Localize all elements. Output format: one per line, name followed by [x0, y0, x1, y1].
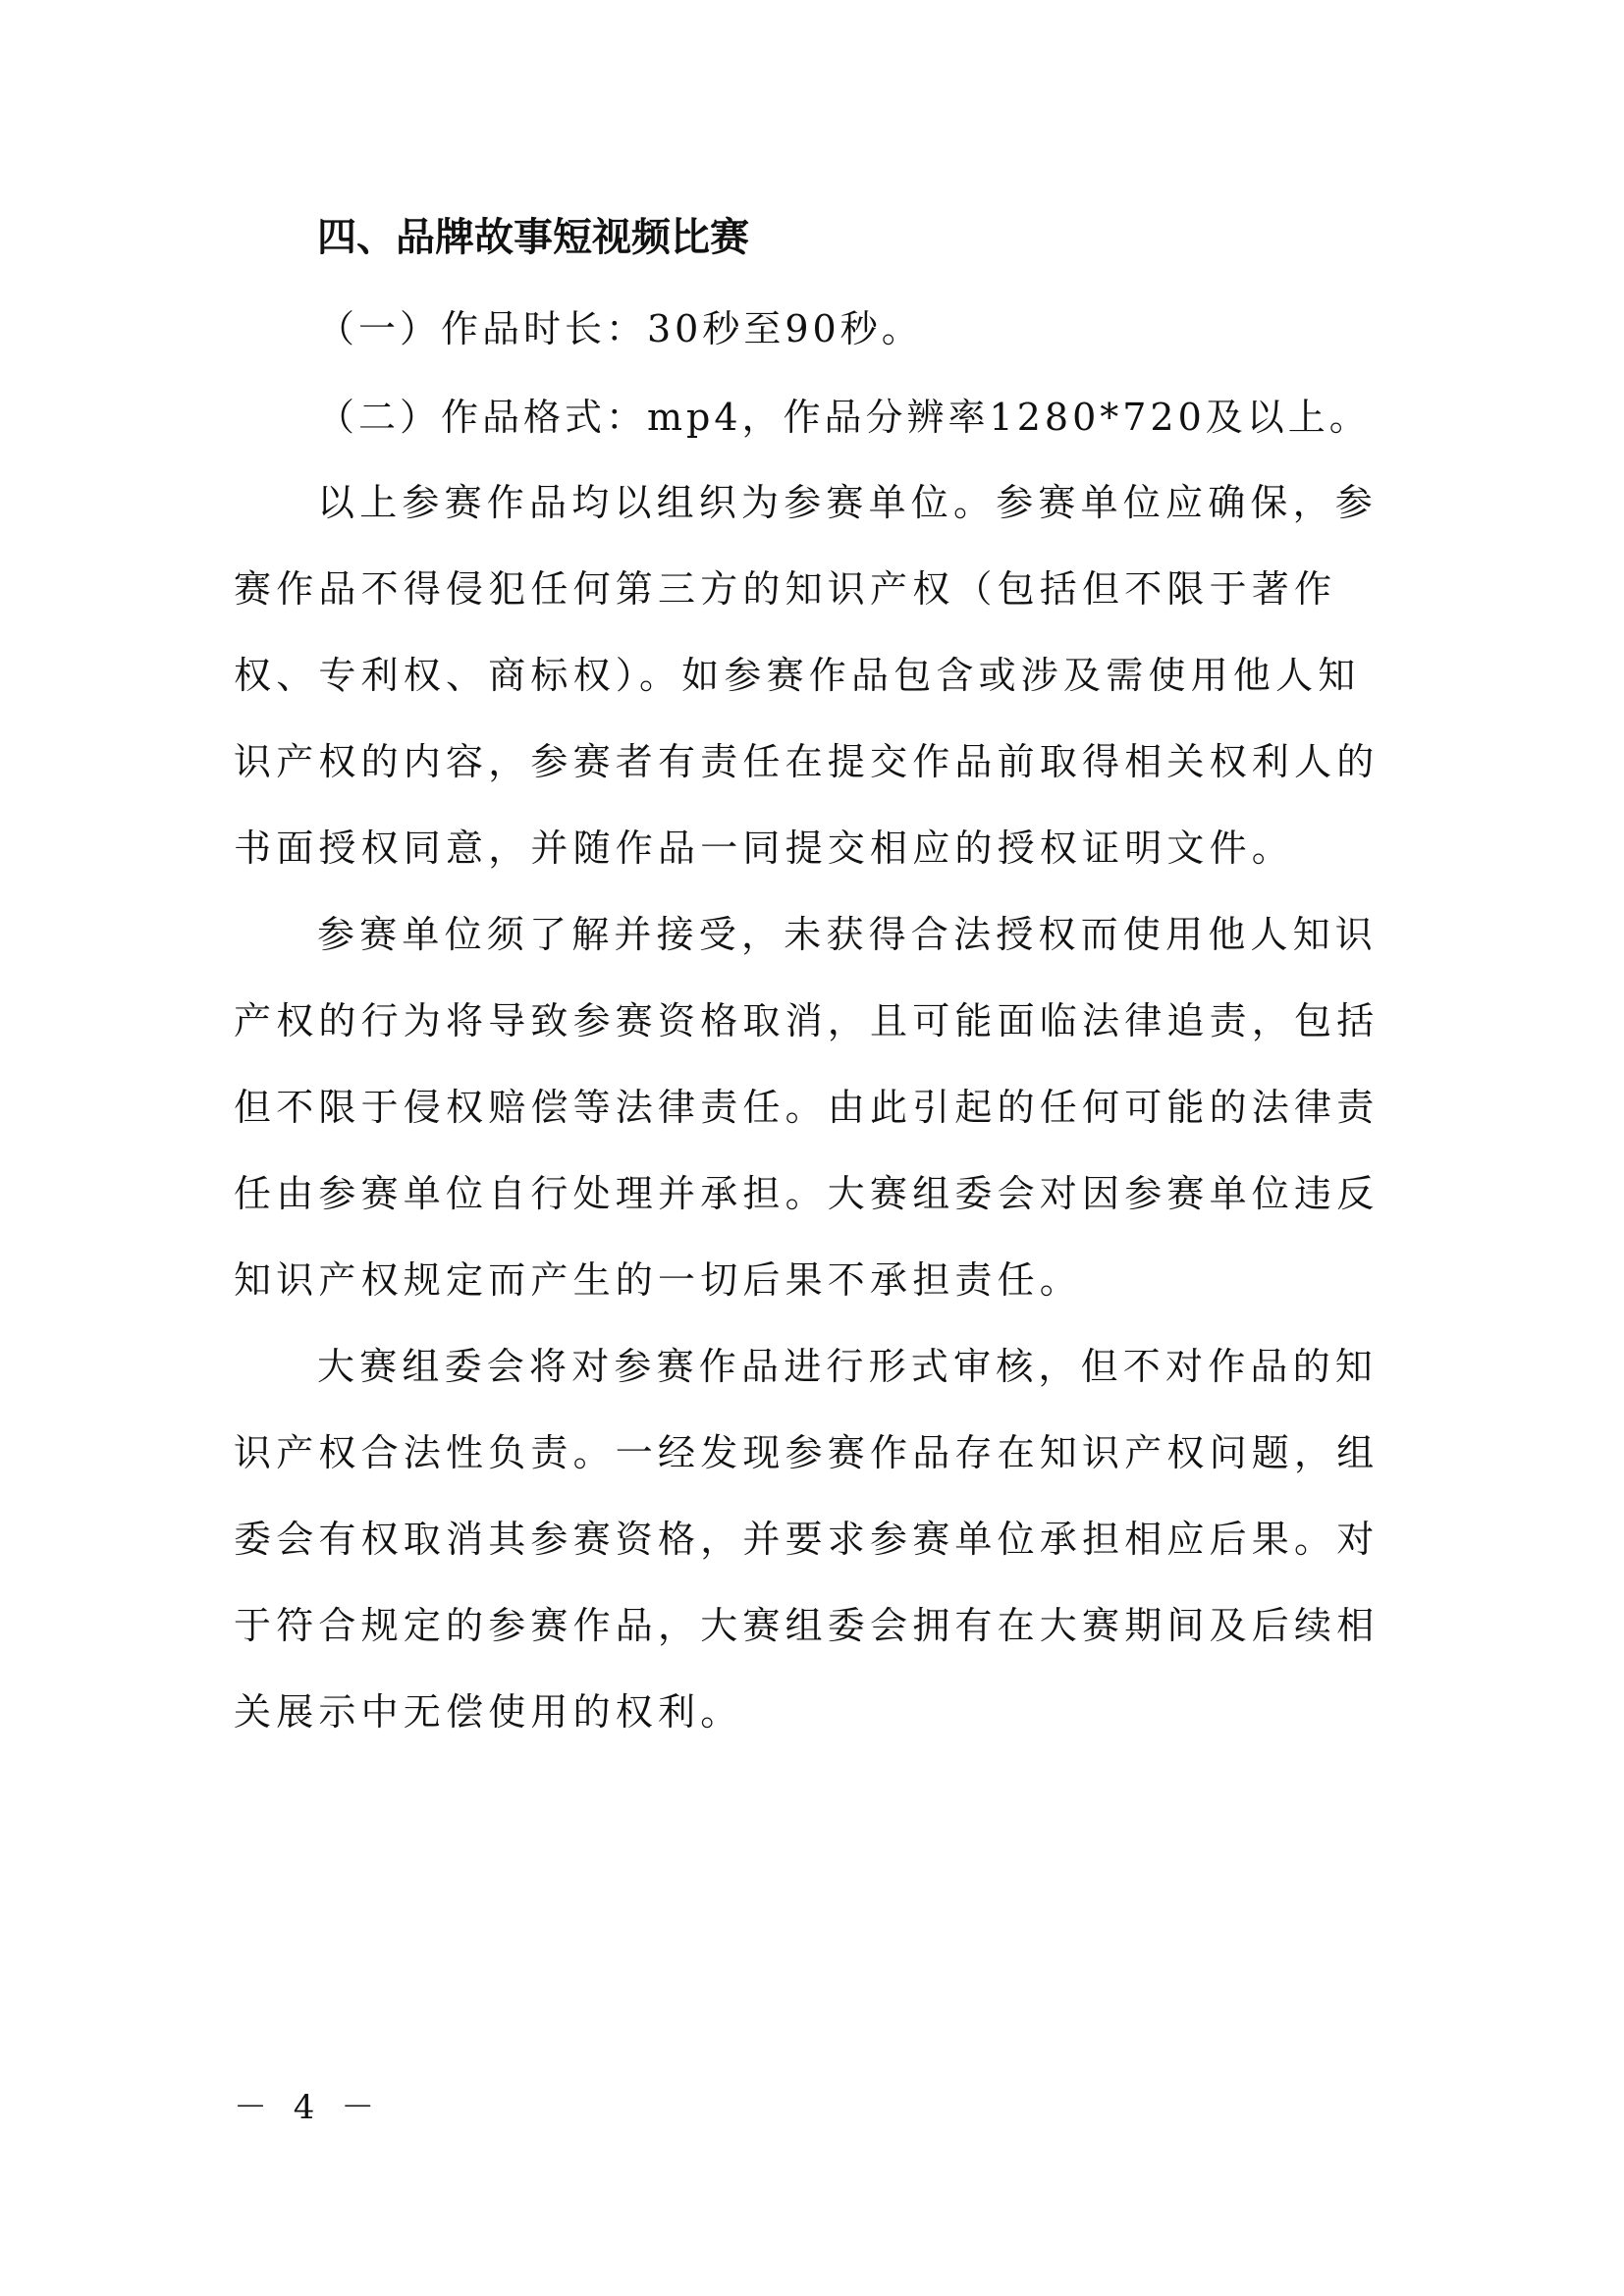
paragraph-line: 委会有权取消其参赛资格，并要求参赛单位承担相应后果。对 — [234, 1518, 1380, 1561]
page-number: － 4 － — [234, 2088, 383, 2127]
paragraph-line: 识产权的内容，参赛者有责任在提交作品前取得相关权利人的 — [234, 740, 1380, 783]
paragraph-line: 识产权合法性负责。一经发现参赛作品存在知识产权问题，组 — [234, 1431, 1380, 1474]
paragraph-entry-rules — [234, 459, 1412, 891]
paragraph-review-rights — [234, 1323, 1412, 1755]
paragraph-line: 关展示中无偿使用的权利。 — [234, 1690, 743, 1734]
paragraph-line: 大赛组委会将对参赛作品进行形式审核，但不对作品的知 — [317, 1345, 1379, 1388]
paragraph-line: 以上参赛作品均以组织为参赛单位。参赛单位应确保，参 — [317, 481, 1379, 524]
spec-duration: （一）作品时长：30秒至90秒。 — [317, 307, 923, 350]
paragraph-line: 赛作品不得侵犯任何第三方的知识产权（包括但不限于著作 — [234, 567, 1337, 611]
paragraph-line: 于符合规定的参赛作品，大赛组委会拥有在大赛期间及后续相 — [234, 1604, 1380, 1647]
paragraph-line: 权、专利权、商标权）。如参赛作品包含或涉及需使用他人知 — [234, 654, 1361, 697]
paragraph-line: 知识产权规定而产生的一切后果不承担责任。 — [234, 1258, 1083, 1302]
paragraph-line: 参赛单位须了解并接受，未获得合法授权而使用他人知识 — [317, 913, 1379, 956]
spec-format: （二）作品格式：mp4，作品分辨率1280*720及以上。 — [317, 396, 1371, 439]
paragraph-line: 书面授权同意，并随作品一同提交相应的授权证明文件。 — [234, 827, 1295, 870]
paragraph-line: 任由参赛单位自行处理并承担。大赛组委会对因参赛单位违反 — [234, 1172, 1380, 1215]
paragraph-line: 产权的行为将导致参赛资格取消，且可能面临法律追责，包括 — [234, 999, 1380, 1042]
paragraph-line: 但不限于侵权赔偿等法律责任。由此引起的任何可能的法律责 — [234, 1086, 1380, 1129]
section-heading: 四、品牌故事短视频比赛 — [317, 215, 749, 260]
paragraph-liability — [234, 891, 1412, 1323]
